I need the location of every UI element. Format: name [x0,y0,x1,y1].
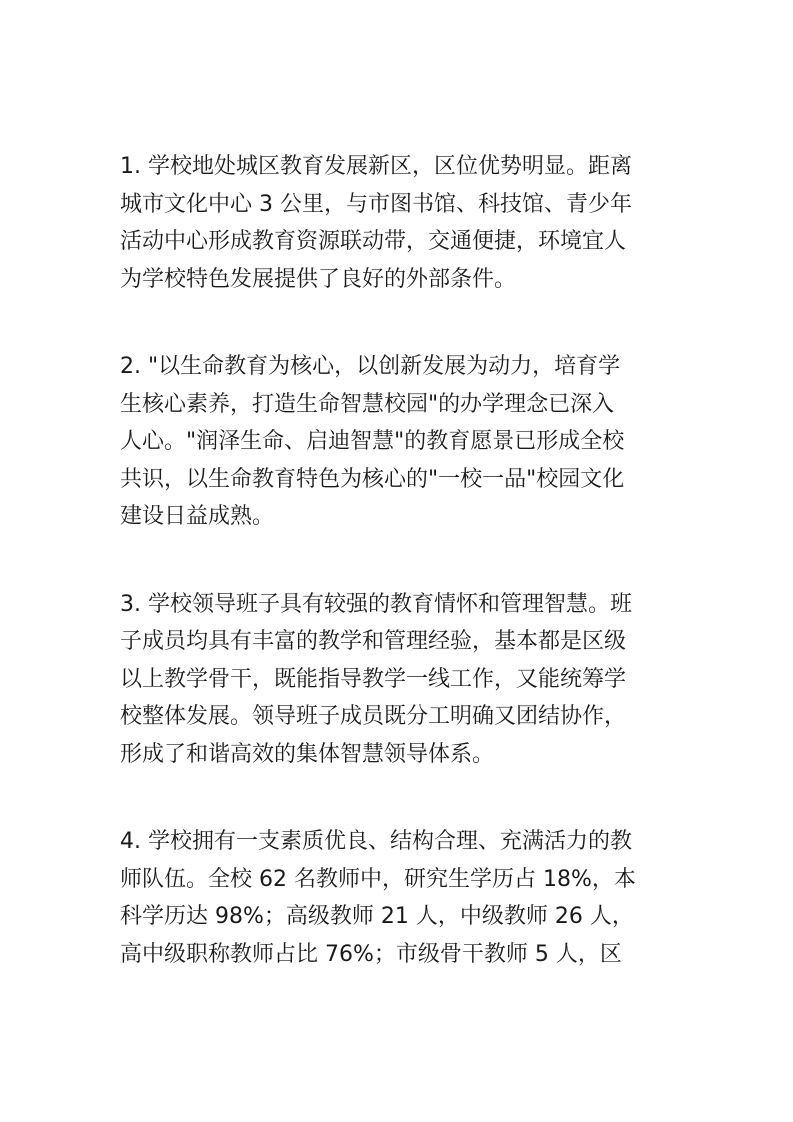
paragraph-line: 2. "以生命教育为核心，以创新发展为动力，培育学 [120,354,621,379]
paragraph-line: 师队伍。全校 62 名教师中，研究生学历占 18%，本 [120,866,636,892]
paragraph-line: 人心。"润泽生命、启迪智慧"的教育愿景已形成全校 [120,429,625,454]
paragraph-line: 生核心素养，打造生命智慧校园"的办学理念已深入 [120,391,615,417]
paragraph-line: 1. 学校地处城区教育发展新区，区位优势明显。距离 [120,154,632,179]
paragraph-line: 3. 学校领导班子具有较强的教育情怀和管理智慧。班 [120,591,632,617]
paragraph-line: 以上教学骨干，既能指导教学一线工作，又能统筹学 [120,666,627,692]
paragraph-line: 形成了和谐高效的集体智慧领导体系。 [120,741,495,767]
paragraph-1 [120,148,680,298]
paragraph-line: 4. 学校拥有一支素质优良、结构合理、充满活力的教 [120,829,632,854]
paragraph-line: 为学校特色发展提供了良好的外部条件。 [120,266,517,292]
document-page [120,148,680,1023]
paragraph-line: 校整体发展。领导班子成员既分工明确又团结协作， [120,704,627,729]
paragraph-line: 科学历达 98%；高级教师 21 人，中级教师 26 人， [120,904,634,929]
paragraph-line: 高中级职称教师占比 76%；市级骨干教师 5 人，区 [120,941,622,967]
paragraph-4 [120,823,680,973]
paragraph-2 [120,348,680,536]
paragraph-3 [120,586,680,774]
paragraph-line: 子成员均具有丰富的教学和管理经验，基本都是区级 [120,629,627,654]
paragraph-line: 共识，以生命教育特色为核心的"一校一品"校园文化 [120,466,625,492]
paragraph-line: 城市文化中心 3 公里，与市图书馆、科技馆、青少年 [120,191,632,217]
paragraph-line: 活动中心形成教育资源联动带，交通便捷，环境宜人 [120,229,627,254]
paragraph-line: 建设日益成熟。 [120,504,275,529]
